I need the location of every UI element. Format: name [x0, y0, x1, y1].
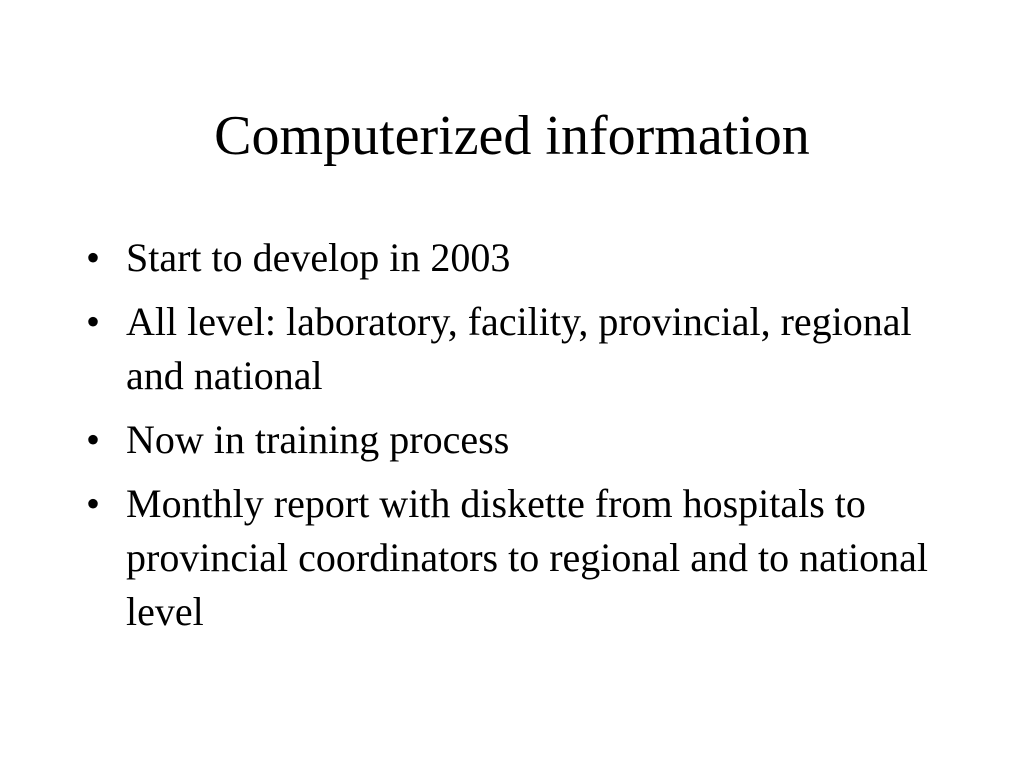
bullet-icon: • [86, 299, 101, 344]
bullet-item [86, 413, 966, 467]
bullet-item [86, 477, 966, 639]
bullet-icon: • [86, 481, 101, 526]
bullet-list [86, 231, 966, 649]
bullet-text: Monthly report with diskette from hospitals to provincial coordinators to regional and to national level [126, 481, 928, 634]
bullet-icon: • [86, 417, 101, 462]
slide-title: Computerized information [214, 105, 810, 167]
bullet-item [86, 295, 966, 403]
bullet-icon: • [86, 235, 101, 280]
bullet-text: All level: laboratory, facility, provincial, regional and national [126, 299, 912, 398]
bullet-text: Start to develop in 2003 [126, 235, 511, 280]
bullet-item [86, 231, 966, 285]
bullet-text: Now in training process [126, 417, 510, 462]
